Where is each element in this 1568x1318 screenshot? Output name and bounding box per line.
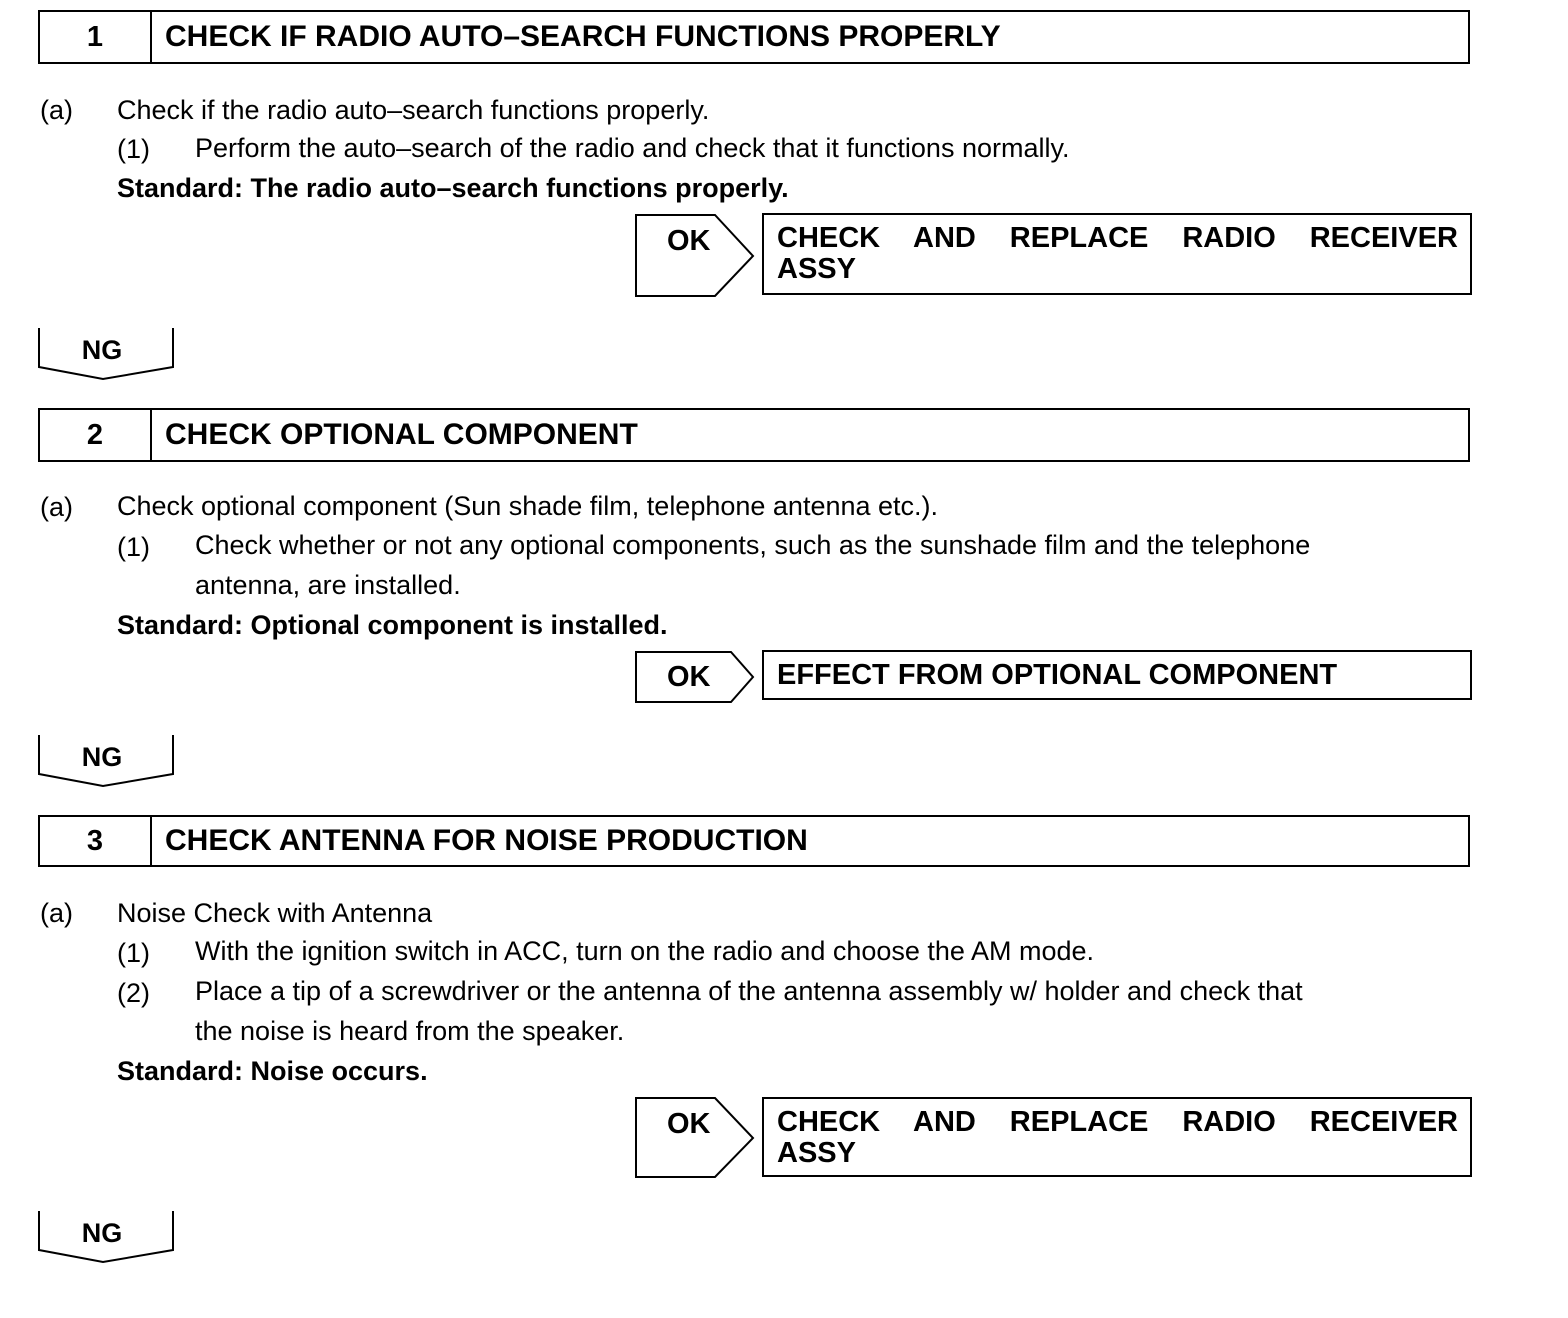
step-2-ok-result-line-1: EFFECT FROM OPTIONAL COMPONENT xyxy=(777,659,1338,691)
step-2-sub-1-marker: (1) xyxy=(117,532,150,562)
step-3-sub-2-line-1: Place a tip of a screwdriver or the antenna of the antenna assembly w/ holder and check that xyxy=(195,976,1303,1006)
step-2-ng-tab xyxy=(37,734,175,788)
step-3-ok-result-line-2: ASSY xyxy=(777,1137,856,1169)
step-1-sub-1-text: Perform the auto–search of the radio and check that it functions normally. xyxy=(195,133,1070,163)
step-3-ng-label: NG xyxy=(81,1218,123,1248)
step-3-ok-label: OK xyxy=(667,1108,711,1140)
step-3-standard: Standard: Noise occurs. xyxy=(117,1056,428,1086)
step-2-header xyxy=(38,408,1470,462)
step-1-ok-result-line-1: CHECK AND REPLACE RADIO RECEIVER xyxy=(777,222,1458,254)
step-3-number: 3 xyxy=(40,817,152,865)
step-2-ok-result-box xyxy=(762,650,1472,700)
step-3-item-a-text: Noise Check with Antenna xyxy=(117,898,433,928)
step-3-ok-result-line-1: CHECK AND REPLACE RADIO RECEIVER xyxy=(777,1106,1458,1138)
step-1-ok-label: OK xyxy=(667,225,711,257)
step-3-sub-1-marker: (1) xyxy=(117,938,150,968)
step-1-ng-tab xyxy=(37,327,175,381)
step-3-ng-tab xyxy=(37,1210,175,1264)
step-2-item-a-text: Check optional component (Sun shade film, telephone antenna etc.). xyxy=(117,491,939,521)
step-3-title: CHECK ANTENNA FOR NOISE PRODUCTION xyxy=(165,824,808,857)
step-3-sub-1-text: With the ignition switch in ACC, turn on the radio and choose the AM mode. xyxy=(195,936,1094,966)
step-1-ok-result-box xyxy=(762,213,1472,295)
step-1-sub-1-marker: (1) xyxy=(117,134,150,164)
step-1-item-a-marker: (a) xyxy=(40,95,73,125)
step-1-number: 1 xyxy=(40,12,152,62)
step-1-standard: Standard: The radio auto–search functions properly. xyxy=(117,173,789,203)
step-2-item-a-marker: (a) xyxy=(40,492,73,522)
step-2-ok-label: OK xyxy=(667,661,711,693)
step-1-ok-result-line-2: ASSY xyxy=(777,253,856,285)
step-3-sub-2-line-2: the noise is heard from the speaker. xyxy=(195,1016,625,1046)
step-3-header xyxy=(38,815,1470,867)
step-3-sub-2-marker: (2) xyxy=(117,978,150,1008)
step-3-item-a-marker: (a) xyxy=(40,898,73,928)
step-1-title: CHECK IF RADIO AUTO–SEARCH FUNCTIONS PROPERLY xyxy=(165,20,1001,53)
step-1-ng-label: NG xyxy=(81,335,123,365)
step-2-number: 2 xyxy=(40,410,152,460)
step-1-item-a-text: Check if the radio auto–search functions properly. xyxy=(117,95,710,125)
step-2-title: CHECK OPTIONAL COMPONENT xyxy=(165,418,638,451)
step-2-sub-1-line-1: Check whether or not any optional components, such as the sunshade film and the telephone xyxy=(195,530,1311,560)
step-3-ok-result-box xyxy=(762,1097,1472,1177)
step-2-standard: Standard: Optional component is installed. xyxy=(117,610,668,640)
step-1-header xyxy=(38,10,1470,64)
step-2-sub-1-line-2: antenna, are installed. xyxy=(195,570,461,600)
step-2-ng-label: NG xyxy=(81,742,123,772)
